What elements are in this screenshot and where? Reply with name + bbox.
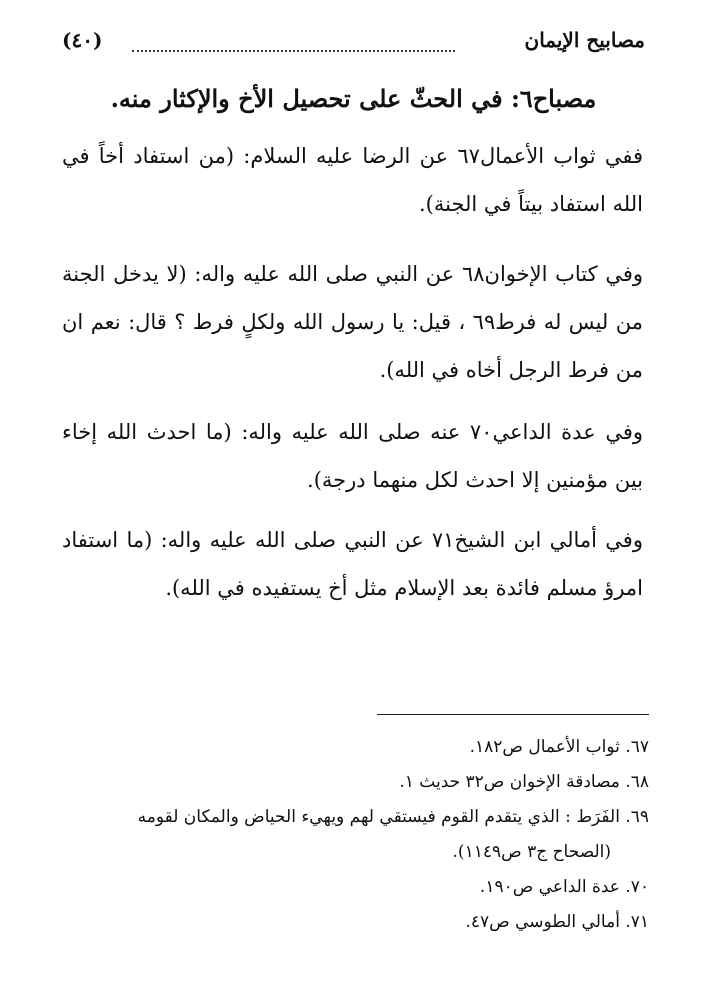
footnotes (60, 730, 649, 940)
paragraph-3: وفي عدة الداعي٧٠ عنه صلى الله عليه واله: (ما احدث الله إخاء بين مؤمنين إلا احدث لكل منهما درجة). (62, 420, 644, 492)
dotted-leader (132, 50, 455, 52)
paragraph-1: ففي ثواب الأعمال٦٧ عن الرضا عليه السلام: (من استفاد أخاً في الله استفاد بيتاً في الجنة). (62, 144, 643, 216)
running-header (62, 28, 645, 62)
footnote-70: ٧٠. عدة الداعي ص١٩٠. (479, 877, 649, 897)
footnote-71: ٧١. أمالي الطوسي ص٤٧. (465, 912, 649, 932)
page-number: (٤٠) (62, 28, 103, 52)
footnote-67: ٦٧. ثواب الأعمال ص١٨٢. (469, 737, 649, 757)
footnote-69-continuation: (الصحاح ج٣ ص١١٤٩). (452, 842, 611, 862)
paragraph-2: وفي كتاب الإخوان٦٨ عن النبي صلى الله عليه واله: (لا يدخل الجنة من ليس له فرط٦٩ ، قيل: يا رسول الله ولكلٍ فرط ؟ قال: نعم ان من فرط الرجل أخاه في الله). (62, 262, 643, 382)
footnote-separator (377, 714, 649, 715)
paragraph-4: وفي أمالي ابن الشيخ٧١ عن النبي صلى الله عليه واله: (ما استفاد امرؤ مسلم فائدة بعد الإسلام مثل أخ يستفيده في الله). (62, 528, 643, 600)
footnote-68: ٦٨. مصادقة الإخوان ص٣٢ حديث ١. (399, 772, 649, 792)
footnote-69: ٦٩. الفَرَط : الذي يتقدم القوم فيستقي لهم ويهيء الحياض والمكان لقومه (137, 807, 649, 827)
section-heading: مصباح٦: في الحثّ على تحصيل الأخ والإكثار منه. (110, 84, 597, 113)
running-title: مصابيح الإيمان (524, 28, 645, 52)
